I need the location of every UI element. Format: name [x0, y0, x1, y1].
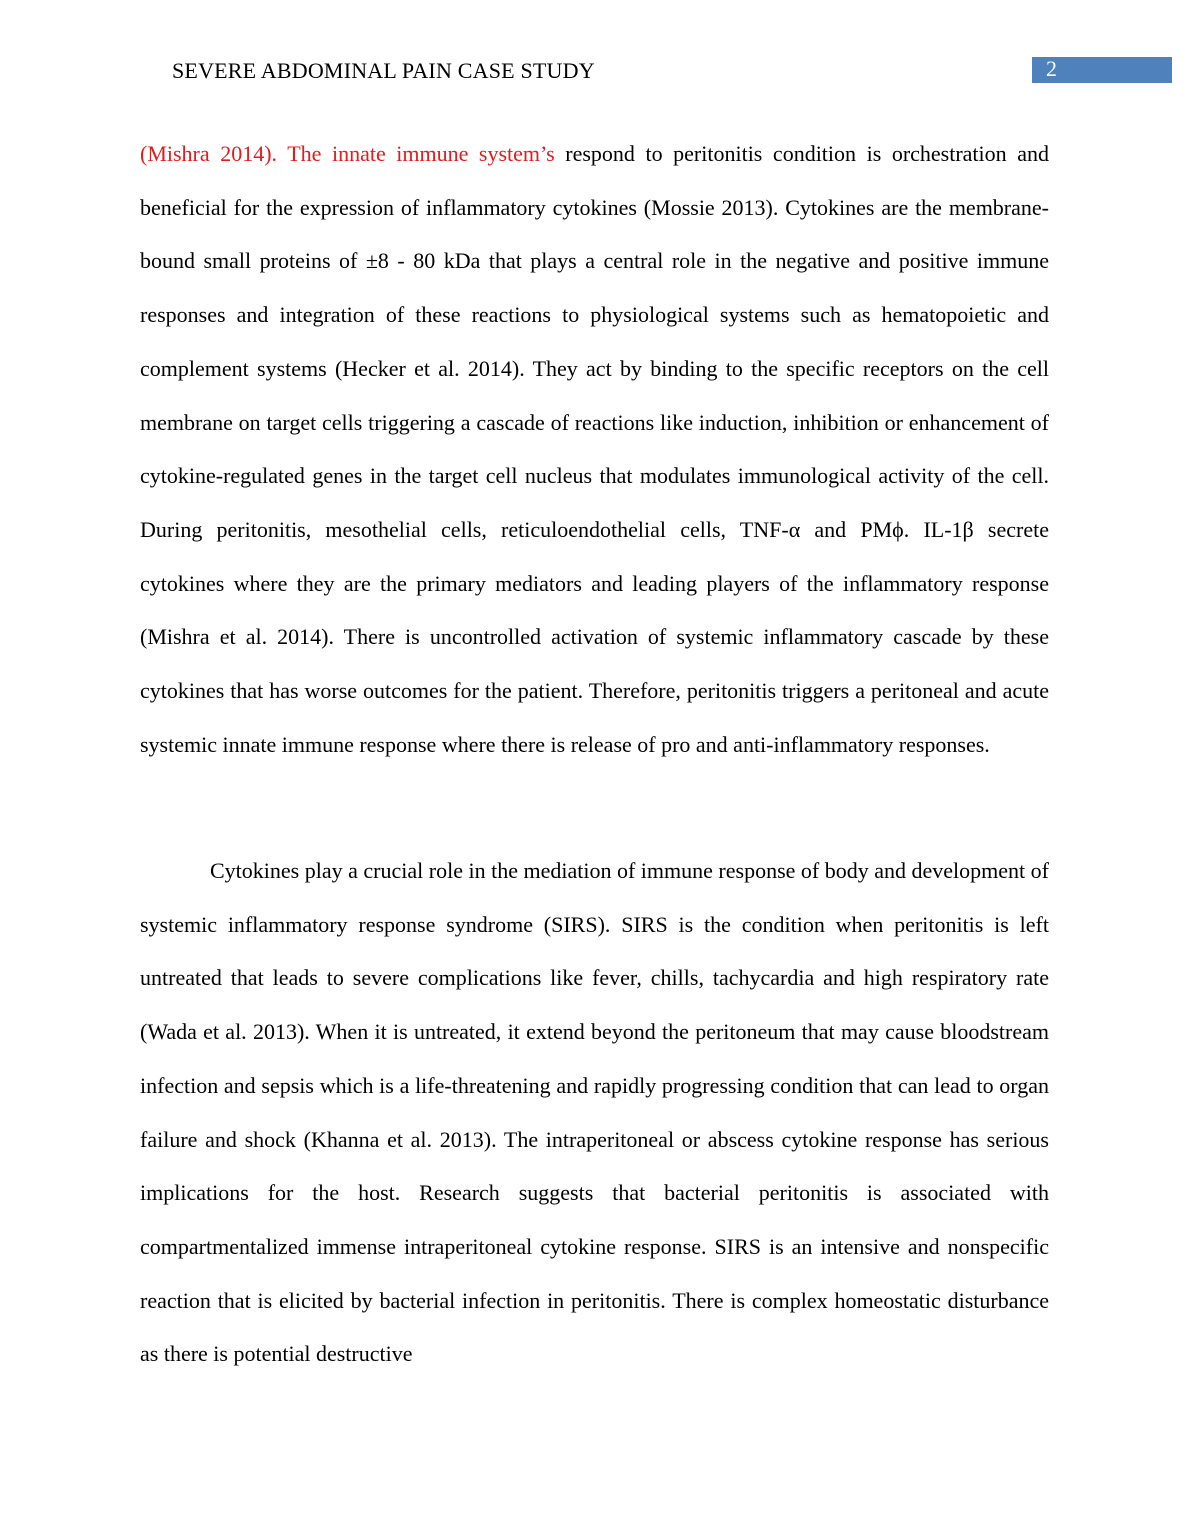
paragraph-2-text: Cytokines play a crucial role in the mediation of immune response of body and development of systemic inflammatory response syndrome (SIRS). SIRS is the condition when peritonitis is left untreated that leads to severe complications like fever, chills, tachycardia and high respiratory rate (Wada et al. 2013). When it is untreated, it extend beyond the peritoneum that may cause bloodstream infection and sepsis which is a life-threatening and rapidly progressing condition that can lead to organ failure and shock (Khanna et al. 2013). The intraperitoneal or abscess cytokine response has serious implications for the host. Research suggests that bacterial peritonitis is associated with compartmentalized immense intraperitoneal cytokine response. SIRS is an intensive and nonspecific reaction that is elicited by bacterial infection in peritonitis. There is complex homeostatic disturbance as there is potential destructive [140, 858, 1049, 1367]
highlighted-citation-text: (Mishra 2014). The innate immune system’s [140, 141, 555, 166]
page-number: 2 [1046, 56, 1057, 81]
page-number-badge [1032, 57, 1172, 83]
body-paragraph-1 [140, 127, 1049, 771]
paragraph-1-text: respond to peritonitis condition is orchestration and beneficial for the expression of inflammatory cytokines (Mossie 2013). Cytokines are the membrane-bound small proteins of ±8 - 80 kDa that plays a central role in the negative and positive immune responses and integration of these reactions to physiological systems such as hematopoietic and complement systems (Hecker et al. 2014). They act by binding to the specific receptors on the cell membrane on target cells triggering a cascade of reactions like induction, inhibition or enhancement of cytokine-regulated genes in the target cell nucleus that modulates immunological activity of the cell. During peritonitis, mesothelial cells, reticuloendothelial cells, TNF-α and PMϕ. IL-1β secrete cytokines where they are the primary mediators and leading players of the inflammatory response (Mishra et al. 2014). There is uncontrolled activation of systemic inflammatory cascade by these cytokines that has worse outcomes for the patient. Therefore, peritonitis triggers a peritoneal and acute systemic innate immune response where there is release of pro and anti-inflammatory responses. [140, 141, 1049, 757]
running-header-title: SEVERE ABDOMINAL PAIN CASE STUDY [172, 58, 595, 83]
body-paragraph-2 [140, 844, 1049, 1381]
